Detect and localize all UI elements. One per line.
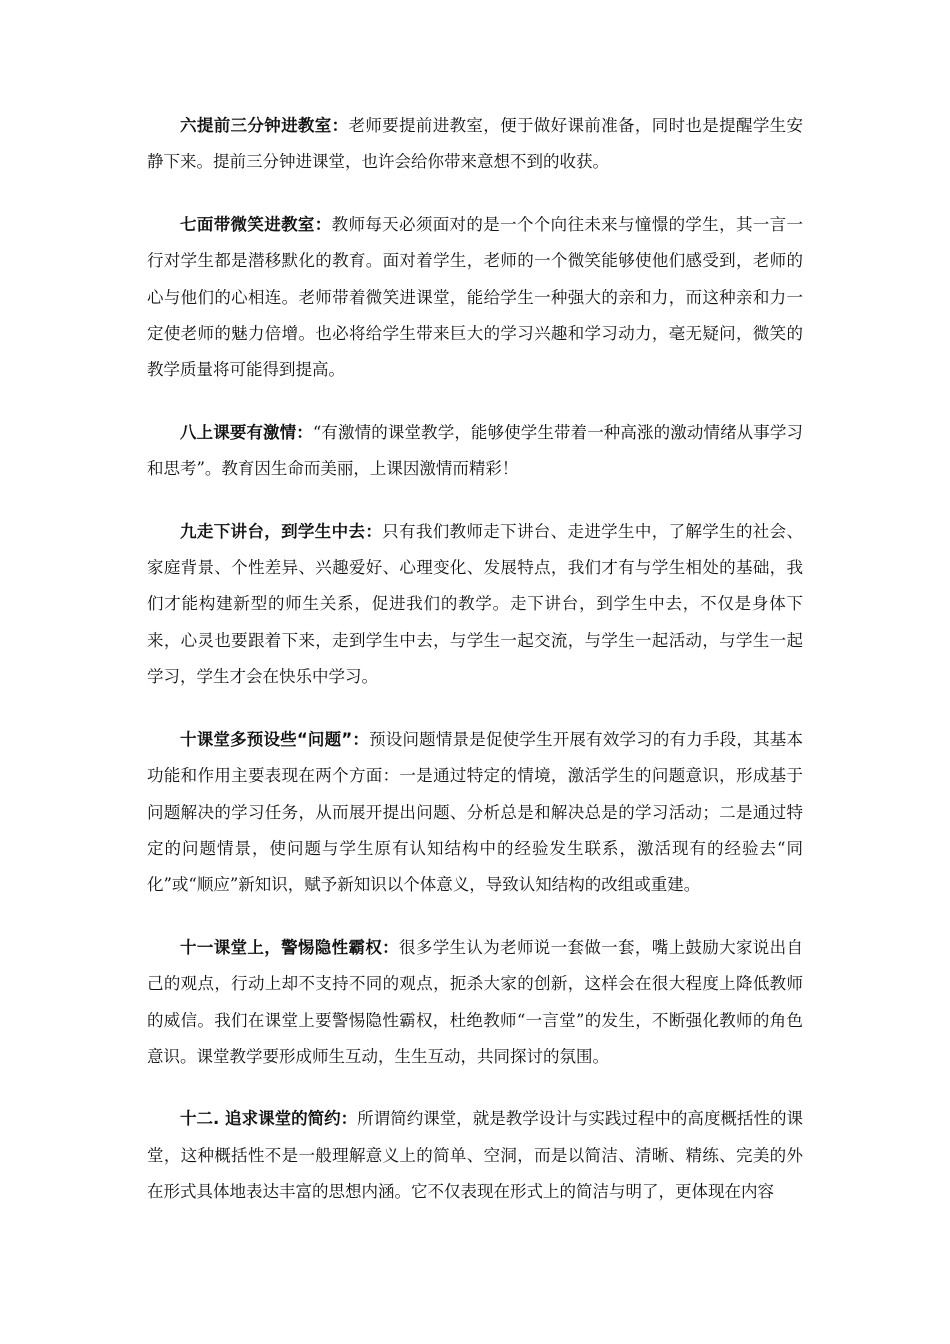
paragraph-heading: 六提前三分钟进教室：: [180, 116, 349, 135]
paragraph-heading: 十一课堂上，警惕隐性霸权：: [180, 937, 400, 957]
paragraph-heading: 十二. 追求课堂的简约：: [180, 1109, 358, 1129]
paragraph-8: [147, 415, 803, 488]
paragraph-heading: 九走下讲台，到学生中去：: [180, 521, 383, 541]
paragraph-text: 教师每天必须面对的是一个个向往未来与憧憬的学生，其一言一行对学生都是潜移默化的教育。面对着学生，老师的一个微笑能够使他们感受到，老师的心与他们的心相连。老师带着微笑进课堂，能给学生一种强大的亲和力，而这种亲和力一定使老师的魅力倍增。也必将给学生带来巨大的学习兴趣和学习动力，毫无疑问，微笑的教学质量将可能得到提高。: [147, 214, 804, 380]
paragraph-text: 老师要提前进教室，便于做好课前准备，同时也是提醒学生安静下来。提前三分钟进课堂，也许会给你带来意想不到的收获。: [147, 116, 804, 172]
paragraph-7: [147, 207, 803, 389]
paragraph-heading: 十课堂多预设些“问题”：: [180, 729, 370, 749]
paragraph-text: 只有我们教师走下讲台、走进学生中，了解学生的社会、家庭背景、个性差异、兴趣爱好、心理变化、发展特点，我们才有与学生相处的基础，我们才能构建新型的师生关系，促进我们的教学。走下讲台，到学生中去，不仅是身体下来，心灵也要跟着下来，走到学生中去，与学生一起交流，与学生一起活动，与学生一起学习，学生才会在快乐中学习。: [147, 521, 804, 687]
paragraph-heading: 七面带微笑进教室：: [180, 214, 332, 234]
paragraph-9: [147, 514, 803, 696]
paragraph-heading: 八上课要有激情：: [180, 422, 313, 442]
paragraph-text: “有激情的课堂教学，能够使学生带着一种高涨的激动情绪从事学习和思考”。教育因生命而美丽，上课因激情而精彩！: [147, 422, 804, 479]
paragraph-6: [147, 108, 803, 181]
paragraph-text: 预设问题情景是促使学生开展有效学习的有力手段，其基本功能和作用主要表现在两个方面：一是通过特定的情境，激活学生的问题意识，形成基于问题解决的学习任务，从而展开提出问题、分析总是和解决总是的学习活动；二是通过特定的问题情景，使问题与学生原有认知结构中的经验发生联系，激活现有的经验去“同化”或“顺应”新知识，赋予新知识以个体意义，导致认知结构的改组或重建。: [147, 729, 803, 895]
paragraph-text: 很多学生认为老师说一套做一套，嘴上鼓励大家说出自己的观点，行动上却不支持不同的观点，扼杀大家的创新，这样会在很大程度上降低教师的威信。我们在课堂上要警惕隐性霸权，杜绝教师“一言堂”的发生，不断强化教师的角色意识。课堂教学要形成师生互动，生生互动，共同探讨的氛围。: [147, 937, 804, 1066]
paragraph-text: 所谓简约课堂，就是教学设计与实践过程中的高度概括性的课堂，这种概括性不是一般理解意义上的简单、空洞，而是以简洁、清晰、精练、完美的外在形式具体地表达丰富的思想内涵。它不仅表现在形式上的简洁与明了，更体现在内容: [147, 1109, 804, 1202]
document-page: [147, 108, 803, 1237]
paragraph-10: [147, 722, 803, 904]
paragraph-12: [147, 1101, 803, 1210]
paragraph-11: [147, 930, 803, 1076]
